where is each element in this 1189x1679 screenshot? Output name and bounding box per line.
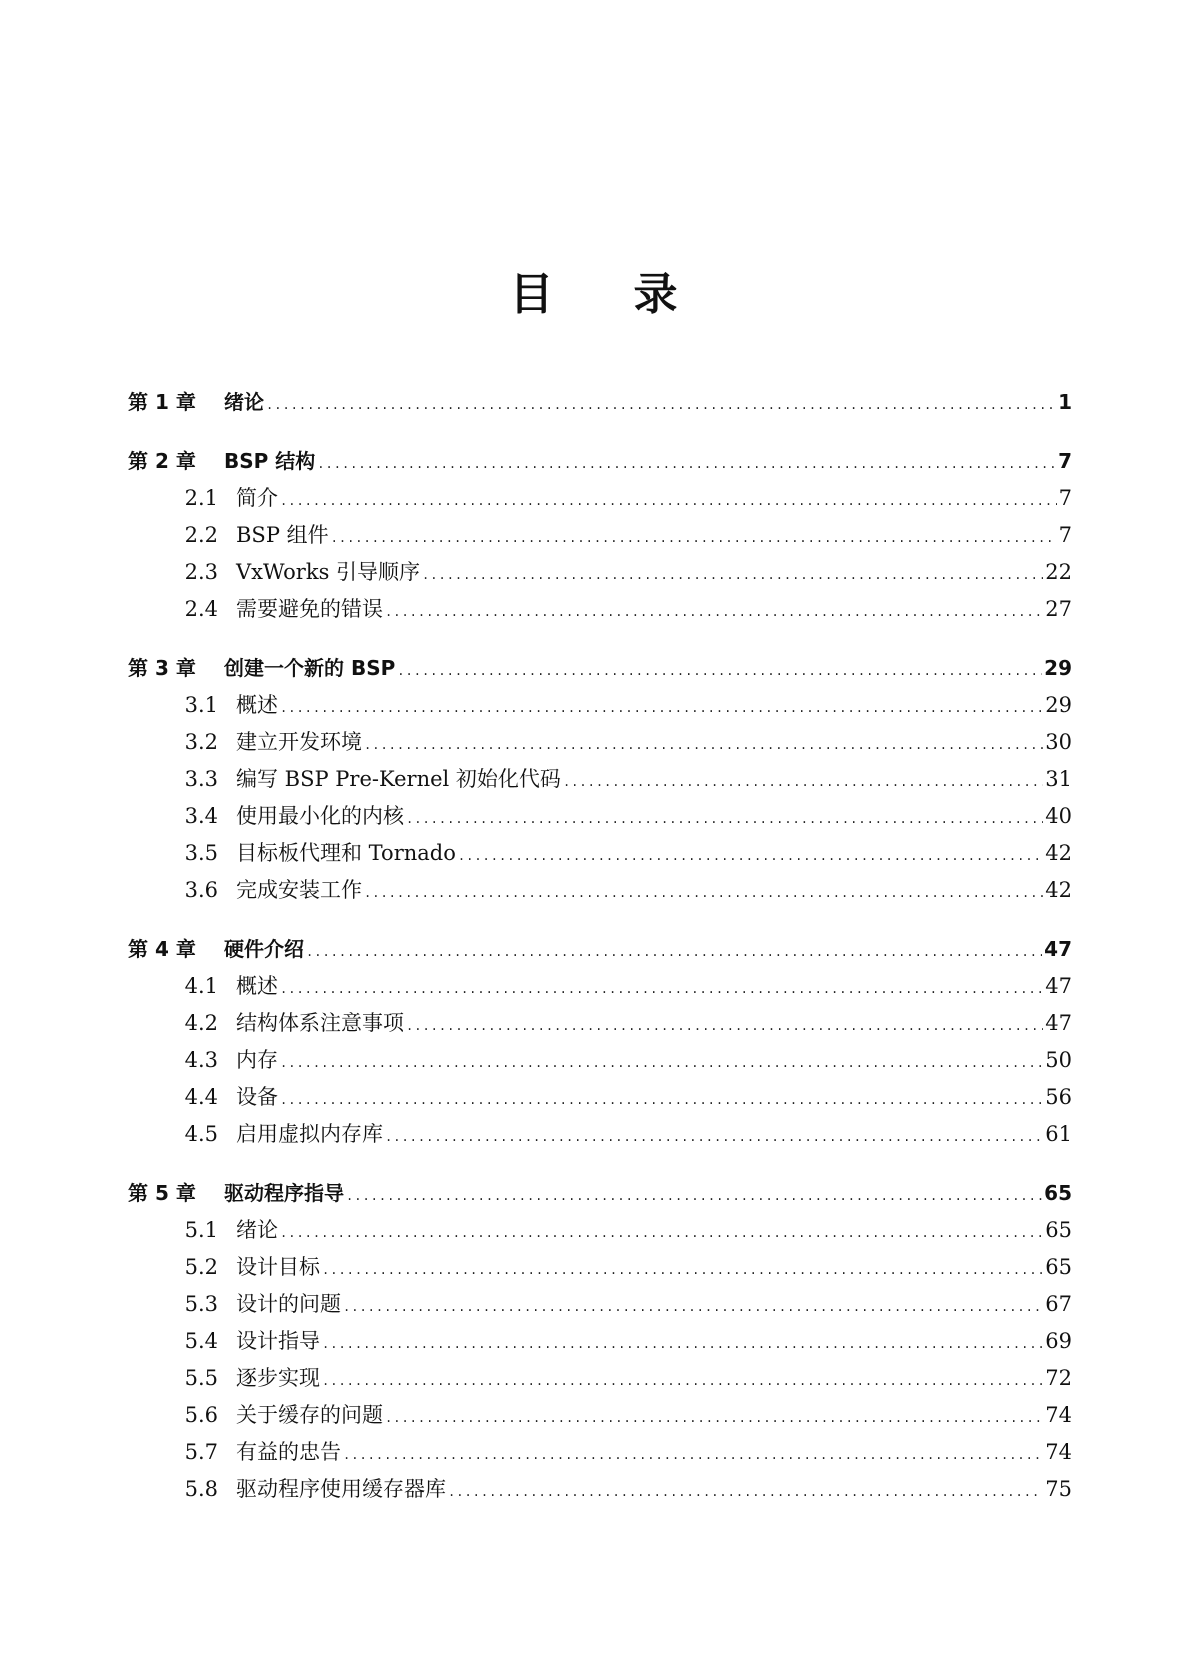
chapter-page-number: 29	[1044, 656, 1072, 680]
section-number: 2.4	[184, 597, 218, 621]
chapter-page-number: 7	[1058, 449, 1072, 473]
table-of-contents	[128, 384, 1072, 1530]
toc-chapter-1	[128, 384, 1072, 421]
dot-leader	[385, 1400, 1043, 1437]
dot-leader	[458, 838, 1043, 875]
section-number: 5.1	[184, 1218, 218, 1242]
toc-section-row[interactable]	[128, 1042, 1072, 1079]
section-page-number: 29	[1045, 693, 1072, 717]
section-page-number: 22	[1045, 560, 1072, 584]
chapter-title: 创建一个新的 BSP	[224, 656, 396, 680]
dot-leader	[280, 690, 1043, 727]
dot-leader	[306, 934, 1042, 971]
toc-chapter-row[interactable]	[128, 1175, 1072, 1212]
chapter-title: BSP 结构	[224, 449, 316, 473]
toc-chapter-5	[128, 1175, 1072, 1508]
section-title: VxWorks 引导顺序	[236, 560, 421, 584]
dot-leader	[280, 1215, 1043, 1252]
section-page-number: 65	[1045, 1255, 1072, 1279]
chapter-title: 驱动程序指导	[224, 1181, 344, 1205]
dot-leader	[448, 1474, 1043, 1511]
title-char-1: 目	[509, 269, 556, 320]
section-number: 2.3	[184, 560, 218, 584]
section-number: 2.1	[184, 486, 218, 510]
section-page-number: 74	[1045, 1440, 1072, 1464]
chapter-label: 第 3 章	[128, 656, 196, 680]
chapter-title: 硬件介绍	[224, 937, 304, 961]
dot-leader	[406, 801, 1043, 838]
dot-leader	[385, 594, 1043, 631]
section-number: 3.4	[184, 804, 218, 828]
toc-section-row[interactable]	[128, 724, 1072, 761]
chapter-label: 第 2 章	[128, 449, 196, 473]
section-page-number: 75	[1045, 1477, 1072, 1501]
section-title: BSP 组件	[236, 523, 329, 547]
section-title: 使用最小化的内核	[236, 804, 404, 828]
toc-section-row[interactable]	[128, 798, 1072, 835]
dot-leader	[266, 387, 1056, 424]
dot-leader	[364, 875, 1043, 912]
section-number: 5.2	[184, 1255, 218, 1279]
section-page-number: 47	[1045, 1011, 1072, 1035]
section-page-number: 7	[1058, 523, 1072, 547]
section-page-number: 74	[1045, 1403, 1072, 1427]
toc-chapter-2	[128, 443, 1072, 628]
page-title	[0, 258, 1189, 322]
dot-leader	[563, 764, 1043, 801]
toc-section-row[interactable]	[128, 1360, 1072, 1397]
section-title: 编写 BSP Pre-Kernel 初始化代码	[236, 767, 561, 791]
toc-chapter-row[interactable]	[128, 443, 1072, 480]
toc-section-row[interactable]	[128, 480, 1072, 517]
section-number: 5.8	[184, 1477, 218, 1501]
section-number: 3.1	[184, 693, 218, 717]
section-title: 有益的忠告	[236, 1440, 341, 1464]
toc-section-row[interactable]	[128, 1434, 1072, 1471]
section-title: 概述	[236, 974, 278, 998]
toc-section-row[interactable]	[128, 591, 1072, 628]
section-number: 5.4	[184, 1329, 218, 1353]
section-page-number: 50	[1045, 1048, 1072, 1072]
section-title: 目标板代理和 Tornado	[236, 841, 456, 865]
toc-chapter-3	[128, 650, 1072, 909]
dot-leader	[280, 1045, 1043, 1082]
section-page-number: 56	[1045, 1085, 1072, 1109]
section-page-number: 30	[1045, 730, 1072, 754]
section-page-number: 61	[1045, 1122, 1072, 1146]
dot-leader	[397, 653, 1042, 690]
toc-chapter-row[interactable]	[128, 384, 1072, 421]
toc-section-row[interactable]	[128, 761, 1072, 798]
section-title: 内存	[236, 1048, 278, 1072]
dot-leader	[331, 520, 1057, 557]
toc-section-row[interactable]	[128, 1005, 1072, 1042]
section-number: 4.2	[184, 1011, 218, 1035]
toc-section-row[interactable]	[128, 687, 1072, 724]
section-page-number: 27	[1045, 597, 1072, 621]
section-title: 建立开发环境	[236, 730, 362, 754]
section-number: 2.2	[184, 523, 218, 547]
section-page-number: 69	[1045, 1329, 1072, 1353]
dot-leader	[322, 1326, 1043, 1363]
chapter-label: 第 1 章	[128, 390, 196, 414]
toc-section-row[interactable]	[128, 872, 1072, 909]
section-page-number: 40	[1045, 804, 1072, 828]
section-number: 3.3	[184, 767, 218, 791]
section-title: 关于缓存的问题	[236, 1403, 383, 1427]
section-number: 3.5	[184, 841, 218, 865]
toc-section-row[interactable]	[128, 1323, 1072, 1360]
toc-section-row[interactable]	[128, 554, 1072, 591]
section-page-number: 72	[1045, 1366, 1072, 1390]
title-char-2: 录	[633, 269, 680, 320]
section-page-number: 65	[1045, 1218, 1072, 1242]
chapter-page-number: 1	[1058, 390, 1072, 414]
section-title: 逐步实现	[236, 1366, 320, 1390]
section-number: 4.5	[184, 1122, 218, 1146]
toc-section-row[interactable]	[128, 1397, 1072, 1434]
toc-section-row[interactable]	[128, 1079, 1072, 1116]
chapter-page-number: 47	[1044, 937, 1072, 961]
section-title: 概述	[236, 693, 278, 717]
section-page-number: 42	[1045, 841, 1072, 865]
section-number: 5.3	[184, 1292, 218, 1316]
chapter-label: 第 4 章	[128, 937, 196, 961]
section-title: 简介	[236, 486, 278, 510]
section-number: 3.2	[184, 730, 218, 754]
dot-leader	[343, 1437, 1043, 1474]
section-number: 5.6	[184, 1403, 218, 1427]
dot-leader	[385, 1119, 1043, 1156]
toc-chapter-4	[128, 931, 1072, 1153]
section-number: 4.3	[184, 1048, 218, 1072]
section-title: 设计的问题	[236, 1292, 341, 1316]
dot-leader	[317, 446, 1056, 483]
dot-leader	[364, 727, 1043, 764]
section-number: 3.6	[184, 878, 218, 902]
toc-section-row[interactable]	[128, 1286, 1072, 1323]
section-page-number: 67	[1045, 1292, 1072, 1316]
dot-leader	[406, 1008, 1043, 1045]
chapter-page-number: 65	[1044, 1181, 1072, 1205]
toc-section-row[interactable]	[128, 1249, 1072, 1286]
section-page-number: 42	[1045, 878, 1072, 902]
dot-leader	[422, 557, 1043, 594]
toc-section-row[interactable]	[128, 517, 1072, 554]
section-title: 启用虚拟内存库	[236, 1122, 383, 1146]
toc-section-row[interactable]	[128, 835, 1072, 872]
dot-leader	[322, 1363, 1043, 1400]
toc-section-row[interactable]	[128, 1116, 1072, 1153]
chapter-label: 第 5 章	[128, 1181, 196, 1205]
section-number: 4.4	[184, 1085, 218, 1109]
section-number: 5.5	[184, 1366, 218, 1390]
toc-chapter-row[interactable]	[128, 931, 1072, 968]
chapter-title: 绪论	[224, 390, 264, 414]
section-title: 设计目标	[236, 1255, 320, 1279]
section-title: 需要避免的错误	[236, 597, 383, 621]
section-title: 设备	[236, 1085, 278, 1109]
section-page-number: 47	[1045, 974, 1072, 998]
section-number: 4.1	[184, 974, 218, 998]
dot-leader	[322, 1252, 1043, 1289]
section-title: 设计指导	[236, 1329, 320, 1353]
section-number: 5.7	[184, 1440, 218, 1464]
toc-section-row[interactable]	[128, 968, 1072, 1005]
toc-chapter-row[interactable]	[128, 650, 1072, 687]
dot-leader	[280, 1082, 1043, 1119]
dot-leader	[280, 971, 1043, 1008]
toc-section-row[interactable]	[128, 1212, 1072, 1249]
section-title: 驱动程序使用缓存器库	[236, 1477, 446, 1501]
section-title: 绪论	[236, 1218, 278, 1242]
toc-section-row[interactable]	[128, 1471, 1072, 1508]
dot-leader	[346, 1178, 1042, 1215]
section-title: 完成安装工作	[236, 878, 362, 902]
section-page-number: 7	[1058, 486, 1072, 510]
section-title: 结构体系注意事项	[236, 1011, 404, 1035]
dot-leader	[343, 1289, 1043, 1326]
dot-leader	[280, 483, 1057, 520]
section-page-number: 31	[1045, 767, 1072, 791]
